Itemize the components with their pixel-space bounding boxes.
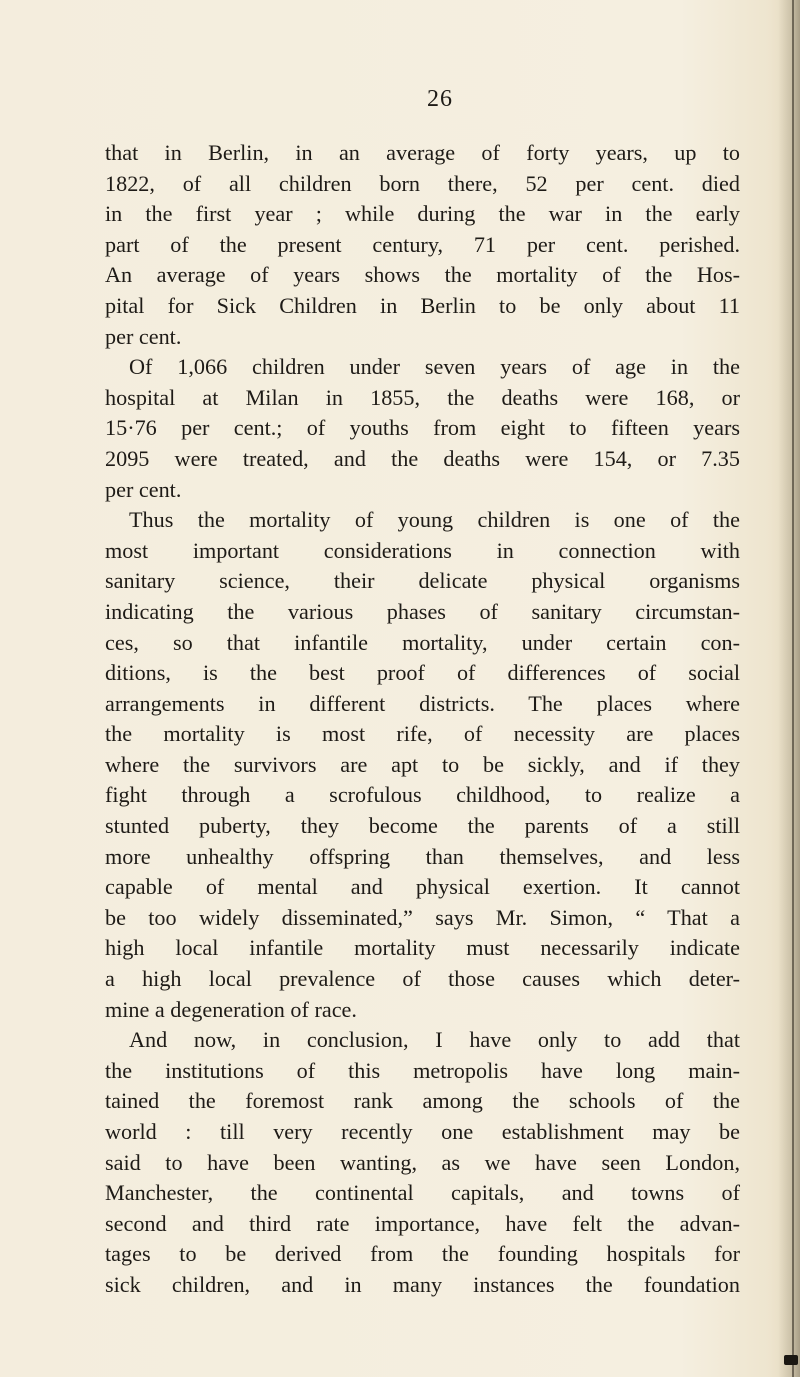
text-line: ditions, is the best proof of differences of social — [105, 660, 740, 686]
text-line: high local infantile mortality must necessarily indicate — [105, 935, 740, 961]
text-line: 15·76 per cent.; of youths from eight to fifteen years — [105, 415, 740, 441]
text-line: Thus the mortality of young children is one of the — [129, 507, 740, 533]
text-line: 2095 were treated, and the deaths were 154, or 7.35 — [105, 445, 740, 471]
text-line: a high local prevalence of those causes which deter- — [105, 966, 740, 992]
text-line: sanitary science, their delicate physical organisms — [105, 568, 740, 594]
text-line: tained the foremost rank among the schools of the — [105, 1088, 740, 1114]
text-line: world : till very recently one establishment may be — [105, 1119, 740, 1144]
page-edge-line — [792, 0, 794, 1377]
text-line: per cent. — [105, 476, 182, 502]
text-line: most important considerations in connection with — [105, 537, 740, 563]
text-line: in the first year ; while during the war in the early — [105, 201, 740, 227]
text-line: said to have been wanting, as we have seen London, — [105, 1149, 740, 1175]
page-number: 26 — [427, 86, 453, 112]
text-line: And now, in conclusion, I have only to add that — [129, 1027, 740, 1053]
text-line: tages to be derived from the founding hospitals for — [105, 1241, 740, 1267]
text-line: sick children, and in many instances the foundation — [105, 1271, 740, 1297]
text-line: stunted puberty, they become the parents of a still — [105, 813, 740, 839]
page-edge-shadow — [778, 0, 800, 1377]
text-line: 1822, of all children born there, 52 per cent. died — [105, 170, 740, 196]
text-line: more unhealthy offspring than themselves, and less — [105, 843, 740, 869]
text-line: the mortality is most rife, of necessity are places — [105, 721, 740, 747]
text-line: An average of years shows the mortality of the Hos- — [105, 262, 740, 288]
paragraph — [105, 352, 740, 505]
text-line: part of the present century, 71 per cent. perished. — [105, 231, 740, 257]
page-corner-mark — [784, 1355, 798, 1365]
paragraph — [105, 1025, 740, 1300]
text-line: per cent. — [105, 323, 182, 349]
text-line: where the survivors are apt to be sickly, and if they — [105, 751, 740, 777]
text-line: pital for Sick Children in Berlin to be only about 11 — [105, 292, 740, 318]
text-line: the institutions of this metropolis have long main- — [105, 1057, 740, 1083]
text-line: mine a degeneration of race. — [105, 996, 357, 1022]
text-line: arrangements in different districts. The places where — [105, 690, 740, 716]
text-line: fight through a scrofulous childhood, to realize a — [105, 782, 740, 808]
paragraph — [105, 138, 740, 352]
text-line: second and third rate importance, have felt the advan- — [105, 1210, 740, 1236]
text-line: that in Berlin, in an average of forty years, up to — [105, 140, 740, 165]
text-line: indicating the various phases of sanitary circumstan- — [105, 598, 740, 624]
text-line: hospital at Milan in 1855, the deaths were 168, or — [105, 384, 740, 410]
paragraph — [105, 505, 740, 1025]
text-line: Of 1,066 children under seven years of age in the — [129, 354, 740, 380]
text-line: Manchester, the continental capitals, and towns of — [105, 1180, 740, 1206]
text-line: be too widely disseminated,” says Mr. Simon, “ That a — [105, 904, 740, 930]
body-text — [105, 138, 740, 1301]
text-line: capable of mental and physical exertion. It cannot — [105, 874, 740, 900]
text-line: ces, so that infantile mortality, under certain con- — [105, 629, 740, 655]
